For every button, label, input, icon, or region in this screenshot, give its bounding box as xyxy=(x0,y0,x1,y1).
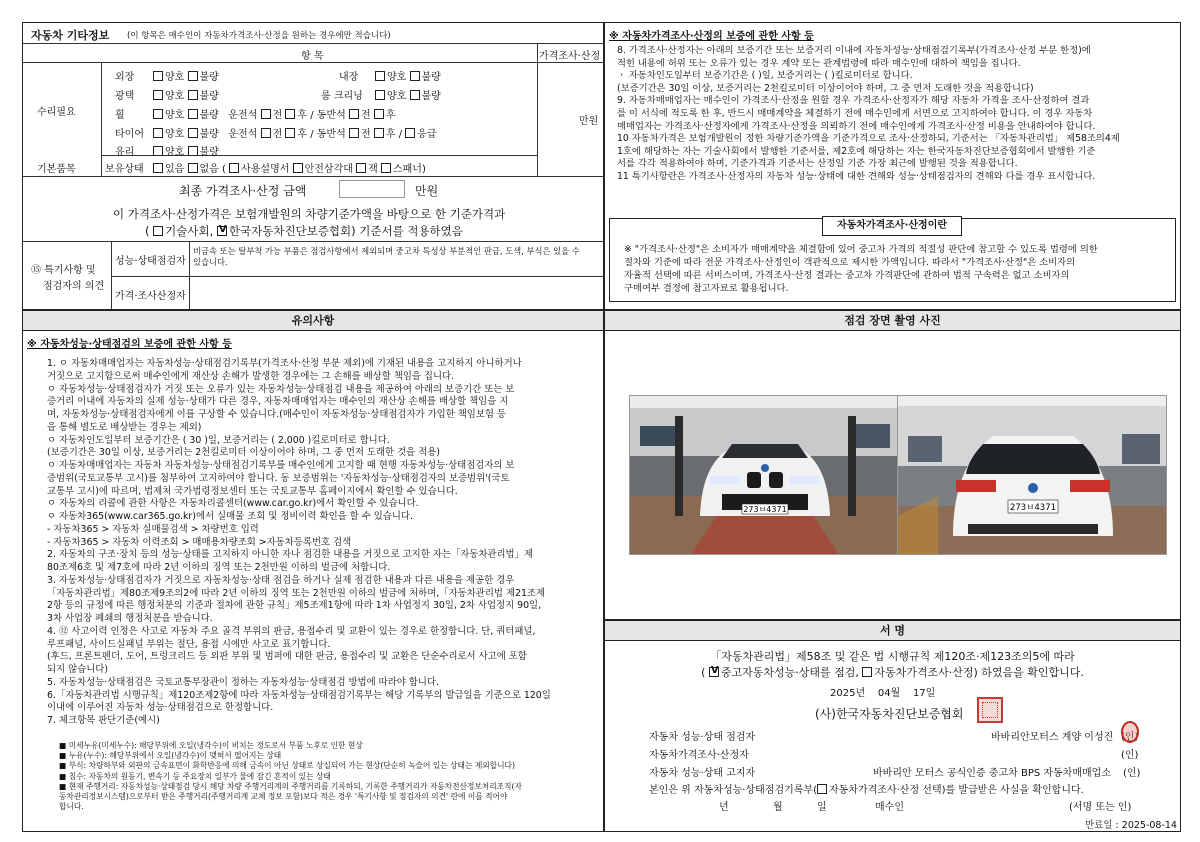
signature-panel: 서 명 「자동차관리법」제58조 및 같은 법 시행규칙 제120조·제123조의5에 따라 ( V중고자동차성능·상태를 점검, 자동차가격조사·산정) 하였음을 확인합니다. 2025년 04월 17일 (사)한국자동차진단보증협회 자동차 성능·상태 점검자 바바리안모터스 계양 이성진 (인) 자동차가격조사·산정자 (인) 자동차 성능·상태 고지자 바바리안 모터스 공식인증 중고차 BPS 자동차매매업소 (인) 본인은 위 자동차성능·상태점검기록부( 자동차가격조사·산정 선택)를 발급받은 사실을 확인합니다. 년 월 일 매수인 (서명 또는 인) 만료일 : 2025-08-14 xyxy=(604,620,1181,832)
definition-line: ※ "가격조사·산정"은 소비자가 매매계약을 체결함에 있어 중고차 가격의 적절성 판단에 참고할 수 있도록 법령에 의한 xyxy=(624,244,1098,255)
criteria-line: ■ 미세누유(미세누수): 해당부위에 오일(냉각수)이 비치는 정도로서 부품 노후로 인한 현상 xyxy=(59,741,363,750)
inspector-seal: (인) xyxy=(1121,732,1139,743)
criteria-line: ■ 누유(누수): 해당부위에서 오일(냉각수)이 맺혀서 떨어지는 상태 xyxy=(59,751,282,761)
tire-driver-front-checkbox[interactable] xyxy=(261,128,271,138)
price-appraisal-checkbox[interactable] xyxy=(862,667,872,677)
receive-month: 월 xyxy=(773,802,783,813)
criteria-line: 합니다. xyxy=(59,802,84,812)
rear-label: 후 xyxy=(385,129,396,140)
tire-passenger-front-checkbox[interactable] xyxy=(349,128,359,138)
guarantee-title: ※ 자동차가격조사·산정의 보증에 관한 사항 등 xyxy=(609,31,814,42)
notice-subtitle: ※ 자동차성능·상태점검의 보증에 관한 사항 등 xyxy=(27,339,232,350)
definition-line: 절차와 기준에 따라 전문 가격조사·산정인이 객관적으로 제시한 가액입니다. 따라서 "가격조사·산정"은 소비자의 xyxy=(624,257,1076,268)
notice-line: 1. ㅇ 자동차매매업자는 자동차성능·상태점검기록부(가격조사·산정 부분 제외)에 기재된 내용을 고지하지 아니하거나 xyxy=(47,358,522,369)
none-checkbox[interactable] xyxy=(188,163,198,173)
price-guarantee-panel xyxy=(604,22,1181,310)
guarantee-line: 1호에 해당하는 자는 기술사회에서 발행한 기준서를, 제2호에 해당하는 자는 한국자동차진단보증협회에서 발행한 기준 xyxy=(617,145,1096,157)
wheel-driver-front-checkbox[interactable] xyxy=(261,109,271,119)
sign-day: 17일 xyxy=(912,688,936,699)
definition-box-title: 자동차가격조사·산정이란 xyxy=(822,216,962,236)
inspector-label: 자동차 성능·상태 점검자 xyxy=(649,732,756,743)
receive-appraisal-checkbox[interactable] xyxy=(817,784,827,794)
tire-emergency-checkbox[interactable] xyxy=(405,128,415,138)
signature-header: 서 명 xyxy=(605,621,1180,641)
bad-label: 불량 xyxy=(199,129,219,140)
rear-plate-text: 273ㅂ4371 xyxy=(1009,503,1057,513)
final-price-unit: 만원 xyxy=(415,184,439,198)
notice-line: ㅇ 자동차의 리콜에 관한 사항은 자동차리콜센터(www.car.go.kr)에서 확인할 수 있습니다. xyxy=(47,498,419,510)
guarantee-line: 11 특기사항란은 가격조사·산정자의 자동차 성능·상태에 대한 견해와 성능·상태점검자의 견해와 다를 경우 표시합니다. xyxy=(617,170,1096,182)
row-wheel-label: 휠 xyxy=(115,110,125,121)
definition-line: 자율적 선택에 따른 서비스이며, 가격조사·산정 결과는 중고차 가격판단에 관하여 법적 구속력은 없고 소비자의 xyxy=(624,270,1070,281)
row-gloss-label: 광택 xyxy=(115,91,135,102)
col-item-header: 항 목 xyxy=(301,51,324,62)
jack-label: 잭 xyxy=(368,164,378,175)
ok-label: 양호 xyxy=(387,72,407,83)
definition-box-text xyxy=(624,243,1098,295)
row-exterior-label: 외장 xyxy=(115,72,135,83)
notice-line: - 자동차365 > 자동차 이력조회 > 매매용차량조회 >자동차등록번호 검색 xyxy=(47,536,352,548)
notice-line: 3차 사업장 폐쇄의 행정처분을 받습니다. xyxy=(47,613,213,624)
guarantee-line: 8. 가격조사·산정자는 아래의 보증기간 또는 보증거리 이내에 자동차성능·상태점검기록부(가격조사·산정 부분 한정)에 xyxy=(617,45,1091,56)
row-interior-label: 내장 xyxy=(339,72,359,83)
have-label: 있음 xyxy=(165,164,185,175)
tire-ok-checkbox[interactable] xyxy=(153,128,163,138)
notice-line: 며, 자동차성능·상태점검자에게 이를 구상할 수 있습니다.(매수인이 자동차성능·상태점검자가 가입한 책임보험 등 xyxy=(47,409,506,420)
inspector-opinion-text-2: 있습니다. xyxy=(193,257,228,267)
guarantee-line: 서를 각각 적용하여야 하며, 기준가격과 기준서는 산정일 기준 가장 최근에 발행된 것을 적용합니다. xyxy=(617,158,1018,170)
receive-text-b: 자동차가격조사·산정 선택)를 발급받은 사실을 확인합니다. xyxy=(829,785,1084,796)
bad-label: 불량 xyxy=(421,72,441,83)
inspector-opinion-label: 성능·상태점검자 xyxy=(115,256,186,267)
notice-line: 2항 등의 규정에 따른 행정처분의 기준과 절차에 관한 규칙」제5조제1항에 따라 1차 사업정지 30일, 2차 사업정지 90일, xyxy=(47,600,542,612)
notice-line: 6.「자동차관리법 시행규칙」제120조제2항에 따라 자동차성능·상태점검기록부는 해당 기록부의 발급일을 기준으로 120일 xyxy=(47,689,551,701)
notice-line: 교통부 고시)에 따르며, 법제처 국가법령정보센터 또는 국토교통부 홈페이지에서 확인할 수 있습니다. xyxy=(47,485,458,497)
notifier-name: 바바리안 모터스 공식인증 중고차 BPS 자동차매매업소 xyxy=(873,768,1111,779)
notifier-label: 자동차 성능·상태 고지자 xyxy=(649,768,756,779)
bad-label: 불량 xyxy=(199,110,219,121)
guarantee-line: 9. 자동차매매업자는 매수인이 가격조사·산정을 원할 경우 가격조사·산정자가 해당 자동차 가격을 조사·산정하여 결과 xyxy=(617,95,1090,107)
guarantee-line: (보증기간은 30일 이상, 보증거리는 2천킬로미터 이상이어야 하며, 그 중 먼저 도래한 것을 적용합니다) xyxy=(617,82,1034,94)
notice-line: 을 통해 별도로 배상받는 경우는 제외) xyxy=(47,421,202,433)
spanner-checkbox[interactable] xyxy=(381,163,391,173)
none-label: 없음 xyxy=(199,164,219,175)
front-inspection-photo xyxy=(629,395,899,555)
ok-label: 양호 xyxy=(165,72,185,83)
sign-statement-1: 「자동차관리법」제58조 및 같은 법 시행규칙 제120조·제123조의5에 따라 xyxy=(710,650,1075,663)
manual-checkbox[interactable] xyxy=(229,163,239,173)
guarantee-text xyxy=(617,45,1176,184)
tire-passenger-rear-checkbox[interactable] xyxy=(374,128,384,138)
notice-panel xyxy=(22,310,604,832)
gloss-ok-checkbox[interactable] xyxy=(153,90,163,100)
room-ok-checkbox[interactable] xyxy=(375,90,385,100)
inspector-stamp-icon xyxy=(1121,721,1139,743)
wheel-passenger-front-checkbox[interactable] xyxy=(349,109,359,119)
definition-line: 구매여부 결정에 참고자료로 활용됩니다. xyxy=(624,283,789,294)
ok-label: 양호 xyxy=(165,129,185,140)
row-holding-label: 보유상태 xyxy=(105,164,144,175)
rear-label: 후 xyxy=(297,129,308,140)
receive-year: 년 xyxy=(719,802,729,813)
inspector-opinion-text: 비금속 또는 탈부착 가능 부품은 점검사항에서 제외되며 중고차 특성상 부분적인 판금, 도색, 부식은 있을 수 xyxy=(193,246,580,256)
front-label: 전 xyxy=(272,110,283,121)
notice-line: 증거리 이내에 자동차의 실제 성능·상태가 다른 경우, 자동차매매업자는 매수인의 재산상 손해를 배상할 책임을 지 xyxy=(47,396,509,408)
glass-ok-checkbox[interactable] xyxy=(153,146,163,156)
guarantee-line: 적힌 내용에 허위 또는 오류가 있는 경우 계약 또는 관계법령에 따라 매수인에 대하여 책임을 집니다. xyxy=(617,57,1021,69)
ok-label: 양호 xyxy=(387,91,407,102)
notice-line: 증범위(국토교통부 고시)를 첨부하여 고지하여야 합니다. 동 보증범위는 '자동차성능·상태점검자의 보증범위'(국토 xyxy=(47,472,510,484)
kaa-checkbox[interactable] xyxy=(217,226,227,236)
notice-line: 루프패널, 사이드실패널 부위는 절단, 용접 시에만 사고로 표기합니다. xyxy=(47,638,331,650)
notice-line: 5. 자동차성능·상태점검은 국토교통부장관이 정하는 자동차성능·상태점검 방법에 따라야 합니다. xyxy=(47,676,439,688)
wheel-ok-checkbox[interactable] xyxy=(153,109,163,119)
col-price-header: 가격조사·산정 xyxy=(539,51,601,62)
bad-label: 불량 xyxy=(199,147,219,158)
passenger-side-label: 동반석 xyxy=(316,129,346,140)
gloss-bad-checkbox[interactable] xyxy=(188,90,198,100)
driver-side-label: 운전석 xyxy=(228,129,258,140)
buyer-sign: (서명 또는 인) xyxy=(1069,802,1132,813)
appraiser-label: 자동차가격조사·산정자 xyxy=(649,750,749,761)
row-tire-label: 타이어 xyxy=(115,129,144,140)
notice-line: ㅇ 자동차매매업자는 자동차 자동차성능·상태점검기록부를 매수인에게 고지할 때 현행 자동차성능·상태점검자의 보 xyxy=(47,460,515,471)
receive-day: 일 xyxy=(817,802,827,813)
rear-label: 후 xyxy=(385,110,396,121)
ok-label: 양호 xyxy=(165,91,185,102)
inspector-name: 바바리안모터스 계양 이성진 xyxy=(991,732,1114,743)
wheel-driver-rear-checkbox[interactable] xyxy=(285,109,295,119)
group-repair-label: 수리필요 xyxy=(37,107,76,118)
opinion-label-1: ⑮ 특기사항 및 xyxy=(31,265,96,276)
exterior-ok-checkbox[interactable] xyxy=(153,71,163,81)
tire-bad-checkbox[interactable] xyxy=(188,128,198,138)
notice-line: ㅇ 자동차365(www.car365.go.kr)에서 실매물 조회 및 정비이력 확인을 할 수 있습니다. xyxy=(47,511,413,522)
sign-year: 2025년 xyxy=(830,688,866,699)
interior-ok-checkbox[interactable] xyxy=(375,71,385,81)
notice-text xyxy=(47,358,599,728)
criteria-line: ■ 현재 주행거리: 자동차성능·상태점검 당시 해당 차량 주행거리계의 주행거리를 기록하되, 기록한 주행거리가 자동차전산정보처리조직(자 xyxy=(59,781,522,791)
notice-line: 3. 자동차성능·상태점검자가 거짓으로 자동차성능·상태 점검을 하거나 실제 점검한 내용과 다른 내용을 제공한 경우 xyxy=(47,574,515,586)
buyer-label: 매수인 xyxy=(875,802,904,813)
sign-month: 04월 xyxy=(877,688,901,699)
section-note: (이 항목은 매수인이 자동차가격조사·산정을 원하는 경우에만 적습니다) xyxy=(127,31,391,41)
sign-statement-2b: 자동차가격조사·산정) 하였음을 확인합니다. xyxy=(874,666,1084,679)
photo-panel xyxy=(604,310,1181,620)
jack-checkbox[interactable] xyxy=(356,163,366,173)
guarantee-line: ㆍ 자동차인도일부터 보증기간은 ( )일, 보증거리는 ( )킬로미터로 합니다. xyxy=(617,70,913,82)
row-room-label: 룸 크리닝 xyxy=(321,91,363,102)
passenger-side-label: 동반석 xyxy=(316,110,346,121)
notice-line: 「자동차관리법」제80조제9조의2에 따라 2년 이하의 징역 또는 2천만원 이하의 벌금에 처하며,「자동차관리법 제21조제 xyxy=(47,587,546,599)
section-title: 자동차 기타정보 xyxy=(31,29,110,42)
interior-bad-checkbox[interactable] xyxy=(410,71,420,81)
front-label: 전 xyxy=(272,129,283,140)
criteria-line: ■ 부식: 차량하부와 외판의 금속표면이 화학반응에 의해 금속이 아닌 상태로 상실되어 가는 현상(단순히 녹슬어 있는 상태는 제외합니다) xyxy=(59,761,515,771)
basis-kaa-label: 한국자동차진단보증협회) 기준서를 적용하였음 xyxy=(228,224,463,238)
exterior-bad-checkbox[interactable] xyxy=(188,71,198,81)
notice-line: (후드, 프론트펜더, 도어, 트렁크리드 등 외판 부위 및 범퍼에 대한 판금, 용접수리 및 교환은 단순수리로서 사고에 포함 xyxy=(47,651,527,663)
final-price-label: 최종 가격조사·산정 금액 xyxy=(179,184,307,198)
front-label: 전 xyxy=(361,110,371,121)
front-label: 전 xyxy=(361,129,371,140)
notice-line: 7. 체크항목 판단기준(예시) xyxy=(47,715,160,726)
guarantee-line: 매매업자는 가격조사·산정자에게 가격조사·산정을 의뢰하기 전에 매수인에게 가격조사·산정 비용을 안내하여야 합니다. xyxy=(617,120,1096,132)
final-price-input[interactable] xyxy=(339,180,405,198)
opinion-label-2: 점검자의 의견 xyxy=(43,281,105,292)
association-name: (사)한국자동차진단보증협회 xyxy=(815,707,964,721)
notice-line: 거짓으로 고지함으로써 매수인에게 재산상 손해가 발생한 경우에는 그 손해를 배상할 책임을 집니다. xyxy=(47,370,455,382)
criteria-line: ■ 침수: 자동차의 원동기, 변속기 등 주요장치 일부가 물에 잠긴 흔적이 있는 상태 xyxy=(59,771,331,781)
tire-driver-rear-checkbox[interactable] xyxy=(285,128,295,138)
spanner-label: 스패너 xyxy=(392,164,422,175)
front-plate-text: 273ㅂ4371 xyxy=(743,505,787,514)
notice-line: (보증기간은 30일 이상, 보증거리는 2천킬로미터 이상이어야 하며, 그 중 먼저 도래한 것을 적용) xyxy=(47,447,440,459)
appraiser-opinion-label: 가격·조사산정자 xyxy=(115,291,186,302)
driver-side-label: 운전석 xyxy=(228,110,258,121)
notice-line: ㅇ 자동차성능·상태점검자가 거짓 또는 오류가 있는 자동차성능·상태점검 내용을 제공하여 아래의 보증기간 또는 보 xyxy=(47,383,515,395)
price-unit: 만원 xyxy=(579,116,599,127)
bad-label: 불량 xyxy=(199,72,219,83)
guarantee-line: 10 자동차가격은 보험개발원이 정한 차량기준가액을 기준가격으로 조사·산정하되, 기준서는 「자동차관리법」 제58조의4제 xyxy=(617,133,1120,145)
row-glass-label: 유리 xyxy=(115,147,135,158)
glass-bad-checkbox[interactable] xyxy=(188,146,198,156)
notice-line: 2. 자동차의 구조·장치 등의 성능·상태를 고지하지 아니한 자나 점검한 내용을 거짓으로 고지한 자는「자동차관리법」제 xyxy=(47,549,534,561)
expiry-date: 만료일 : 2025-08-14 xyxy=(1085,820,1177,831)
wheel-passenger-rear-checkbox[interactable] xyxy=(374,109,384,119)
performance-check-checkbox[interactable] xyxy=(709,667,719,677)
notice-header: 유의사항 xyxy=(23,311,603,331)
manual-label: 사용설명서 xyxy=(241,164,290,175)
receive-text-a: 본인은 위 자동차성능·상태점검기록부( xyxy=(649,785,817,796)
sign-statement-2a: 중고자동차성능·상태를 점검, xyxy=(720,666,859,679)
photo-header: 점검 장면 촬영 사진 xyxy=(605,311,1180,331)
notifier-seal: (인) xyxy=(1123,768,1141,779)
bad-label: 불량 xyxy=(421,91,441,102)
ok-label: 양호 xyxy=(165,110,185,121)
rear-label: 후 xyxy=(297,110,308,121)
appraisal-definition-box xyxy=(609,218,1176,302)
notice-line: 되지 않습니다) xyxy=(47,664,108,675)
basis-tech-label: 기술사회, xyxy=(165,224,214,238)
check-criteria-text xyxy=(59,741,599,812)
notice-line: 80조제6호 및 제7호에 따라 2년 이하의 징역 또는 2천만원 이하의 벌금에 처합니다. xyxy=(47,562,391,573)
association-seal-icon xyxy=(977,697,1003,723)
ok-label: 양호 xyxy=(165,147,185,158)
notice-line: - 자동차365 > 자동차 실매물검색 > 차량번호 입력 xyxy=(47,523,259,535)
notice-line: 이내에 이루어진 자동차 성능·상태점검으로 한정합니다. xyxy=(47,702,274,714)
room-bad-checkbox[interactable] xyxy=(410,90,420,100)
rear-inspection-photo xyxy=(897,395,1167,555)
group-basic-label: 기본품목 xyxy=(37,164,76,175)
wheel-bad-checkbox[interactable] xyxy=(188,109,198,119)
have-checkbox[interactable] xyxy=(153,163,163,173)
criteria-line: 동차관리정보시스템)으로부터 받은 주행거리(주행거리계 교체 정보 포함)보다 적은 경우 '특기사항 및 점검자의 의견' 란에 이를 적어야 xyxy=(59,792,508,802)
notice-line: 4. ⑫ 사고이력 인정은 사고로 자동차 주요 골격 부위의 판금, 용접수리 및 교환이 있는 경우로 한정합니다. 단, 쿼터패널, xyxy=(47,625,536,637)
triangle-label: 안전삼각대 xyxy=(304,164,353,175)
emergency-label: 응급 xyxy=(417,129,437,140)
notice-line: ㅇ 자동차인도일부터 보증기간은 ( 30 )일, 보증거리는 ( 2,000 )킬로미터로 합니다. xyxy=(47,434,390,446)
basis-line: 이 가격조사·산정가격은 보험개발원의 차량기준가액을 바탕으로 한 기준가격과 xyxy=(113,207,506,221)
appraiser-seal: (인) xyxy=(1121,750,1139,761)
bad-label: 불량 xyxy=(199,91,219,102)
tech-society-checkbox[interactable] xyxy=(153,226,163,236)
vehicle-other-info-panel: 자동차 기타정보 (이 항목은 매수인이 자동차가격조사·산정을 원하는 경우에만 적습니다) 항 목 가격조사·산정 수리필요 기본품목 만원 외장 양호 불량 내장 양호 불량 광택 양호 불량 룸 크리닝 양호 불량 휠 양호 불량 운전석 전 후 / 동반석 전 후 타이어 양호 불량 운전석 전 후 / 동반석 전 후 / 응급 유리 양호 불량 보유상태 있음 없음 ( 사용설명서 안전삼각대 잭 스패너) 최종 가격조사·산정 금액 만원 이 가격조사·산정가격은 보험개발원의 차량기준가액을 바탕으로 한 기준가격과 ( 기술사회, V 한국자동차진단보증협회) 기준서를 적용하였음 ⑮ 특기사항 및 점검자의 의견 성능·상태점검자 비금속 또는 탈부착 가능 부품은 점검사항에서 제외되며 중고차 특성상 부분적인 판금, 도색, 부식은 있을 수 있습니다. 가격·조사산정자 xyxy=(22,22,604,310)
triangle-checkbox[interactable] xyxy=(293,163,303,173)
guarantee-line: 를 이 서식에 적도록 한 후, 반드시 매매계약을 체결하기 전에 매수인에게 서면으로 고지하여야 합니다. 이 경우 자동차 xyxy=(617,107,1093,119)
